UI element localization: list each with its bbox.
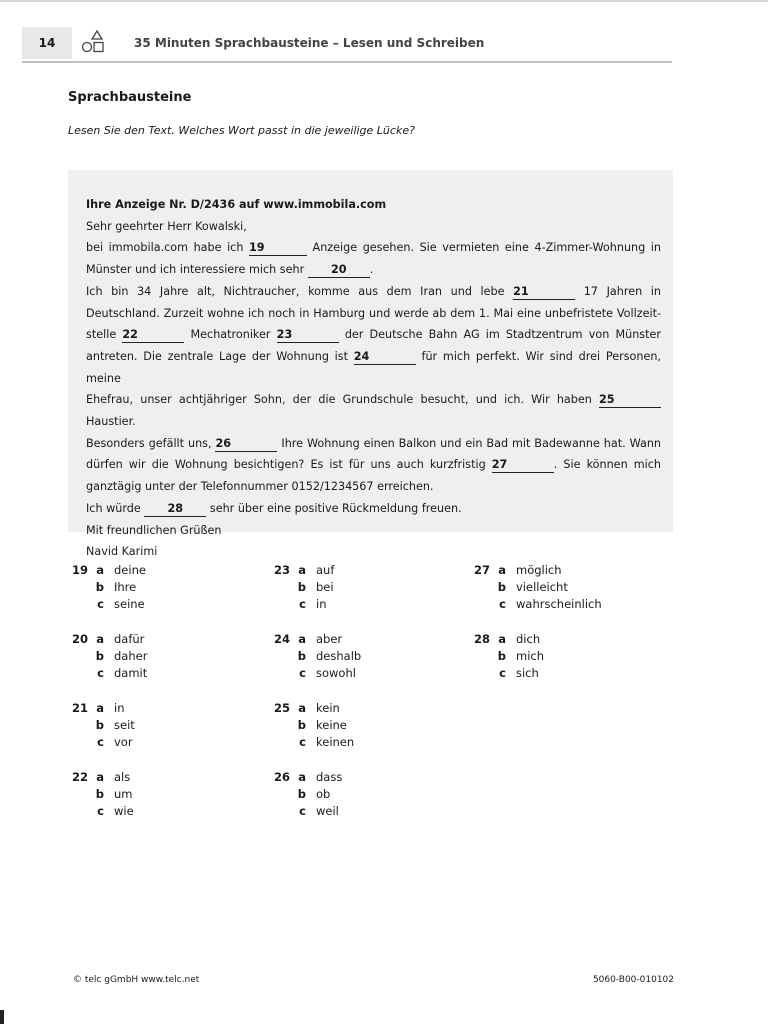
option-text: seit — [114, 718, 135, 732]
shapes-icon — [80, 29, 106, 55]
option-letter: b — [95, 787, 104, 801]
options-column-1 — [70, 562, 147, 838]
option-text: wie — [114, 804, 134, 818]
gap-23: 23 — [277, 328, 339, 343]
letter-closing: Mit freundlichen Grüßen — [86, 523, 222, 537]
gap-19: 19 — [249, 241, 307, 256]
option-text: mich — [516, 649, 545, 663]
option-letter: b — [297, 649, 306, 663]
option-text: als — [114, 770, 131, 784]
option-letter: a — [298, 632, 306, 646]
question-21 — [70, 700, 147, 751]
letter-text: Deutschland. Zurzeit wohne ich noch in Hamburg und werde ab dem 1. Mai eine unbefristete Vollzeit- — [86, 306, 661, 320]
option-letter: a — [498, 563, 506, 577]
option-text: keine — [316, 718, 347, 732]
option-letter: b — [95, 580, 104, 594]
option-letter: b — [497, 580, 506, 594]
letter-text: Ihre Wohnung einen Balkon und ein Bad mit Badewanne hat. Wann — [281, 436, 662, 450]
question-number: 28 — [473, 632, 490, 646]
options-column-3 — [472, 562, 602, 700]
option-letter: a — [96, 632, 104, 646]
option-text: damit — [114, 666, 148, 680]
option-text: deine — [114, 563, 146, 577]
option-letter: c — [97, 804, 104, 818]
option-letter: a — [498, 632, 506, 646]
option-letter: c — [97, 735, 104, 749]
header-divider — [22, 61, 672, 63]
question-28 — [472, 631, 602, 682]
option-letter: c — [299, 666, 306, 680]
page-header — [22, 27, 672, 61]
option-letter: a — [96, 563, 104, 577]
scan-top-edge — [0, 0, 768, 2]
letter-line — [86, 389, 661, 432]
letter-text: Anzeige gesehen. Sie vermieten eine 4-Zimmer-Wohnung in — [312, 241, 661, 255]
option-text: seine — [114, 597, 145, 611]
options-column-2 — [272, 562, 361, 838]
question-number: 23 — [273, 563, 290, 577]
option-text: dass — [316, 770, 343, 784]
letter-text: ganztägig unter der Telefonnummer 0152/1234567 erreichen. — [86, 480, 434, 494]
letter-signature: Navid Karimi — [86, 545, 158, 559]
letter-text: bei immobila.com habe ich — [86, 241, 244, 255]
letter-text: Ich würde — [86, 501, 141, 515]
question-number: 21 — [71, 701, 88, 715]
question-24 — [272, 631, 361, 682]
option-letter: b — [95, 718, 104, 732]
letter-text: antreten. Die zentrale Lage der Wohnung ist — [86, 349, 348, 363]
question-number: 27 — [473, 563, 490, 577]
question-19 — [70, 562, 147, 613]
question-number: 26 — [273, 770, 290, 784]
letter-line — [86, 476, 661, 498]
option-letter: b — [497, 649, 506, 663]
letter-text: für mich perfekt. Wir sind drei Personen, meine — [86, 349, 661, 385]
question-number: 22 — [71, 770, 88, 784]
option-text: weil — [316, 804, 339, 818]
option-text: dafür — [114, 632, 145, 646]
letter-text-box — [68, 170, 673, 559]
letter-line — [86, 433, 661, 455]
option-letter: c — [97, 597, 104, 611]
option-text: kein — [316, 701, 340, 715]
letter-line — [86, 498, 661, 520]
letter-text: Ich bin 34 Jahre alt, Nichtraucher, komme aus dem Iran und lebe — [86, 284, 505, 298]
footer-copyright: © telc gGmbH www.telc.net — [73, 975, 200, 985]
question-number: 19 — [71, 563, 88, 577]
option-letter: c — [299, 804, 306, 818]
option-text: wahrscheinlich — [516, 597, 602, 611]
option-text: daher — [114, 649, 148, 663]
option-letter: c — [299, 735, 306, 749]
option-text: aber — [316, 632, 343, 646]
letter-text: der Deutsche Bahn AG im Stadtzentrum von Münster — [344, 328, 661, 342]
option-text: Ihre — [114, 580, 137, 594]
option-text: vor — [114, 735, 133, 749]
instruction: Lesen Sie den Text. Welches Wort passt in die jeweilige Lücke? — [68, 124, 415, 137]
question-27 — [472, 562, 602, 613]
letter-text: . Sie können mich — [553, 458, 661, 472]
option-text: möglich — [516, 563, 562, 577]
letter-line — [86, 303, 661, 325]
option-text: ob — [316, 787, 331, 801]
question-26 — [272, 769, 361, 820]
letter-text: stelle — [86, 328, 117, 342]
option-text: in — [316, 597, 327, 611]
option-text: auf — [316, 563, 335, 577]
question-number: 20 — [71, 632, 88, 646]
page-number: 14 — [22, 27, 72, 59]
option-letter: b — [297, 580, 306, 594]
footer-code: 5060-B00-010102 — [592, 975, 674, 985]
option-text: dich — [516, 632, 541, 646]
gap-22: 22 — [122, 328, 184, 343]
option-letter: a — [298, 563, 306, 577]
gap-24: 24 — [354, 350, 416, 365]
letter-text: Besonders gefällt uns, — [86, 436, 212, 450]
letter-line — [86, 237, 661, 259]
option-text: keinen — [316, 735, 355, 749]
gap-21: 21 — [513, 285, 575, 300]
gap-26: 26 — [215, 437, 277, 452]
gap-27: 27 — [492, 458, 554, 473]
option-letter: c — [97, 666, 104, 680]
letter-line — [86, 281, 661, 303]
option-text: deshalb — [316, 649, 362, 663]
letter-line — [86, 324, 661, 346]
option-letter: c — [499, 597, 506, 611]
gap-20: 20 — [308, 263, 370, 278]
letter-text: dürfen wir die Wohnung besichtigen? Es ist für uns auch kurzfristig — [86, 458, 486, 472]
option-text: vielleicht — [516, 580, 568, 594]
option-letter: a — [96, 701, 104, 715]
option-text: bei — [316, 580, 334, 594]
letter-salutation: Sehr geehrter Herr Kowalski, — [86, 219, 247, 233]
option-text: um — [114, 787, 133, 801]
gap-28: 28 — [144, 502, 206, 517]
option-letter: b — [297, 787, 306, 801]
option-letter: b — [297, 718, 306, 732]
option-letter: c — [299, 597, 306, 611]
letter-line — [86, 454, 661, 476]
option-letter: b — [95, 649, 104, 663]
letter-line — [86, 346, 661, 389]
option-text: sich — [516, 666, 539, 680]
option-letter: c — [499, 666, 506, 680]
letter-text: 17 Jahren in — [583, 284, 661, 298]
gap-25: 25 — [599, 393, 661, 408]
letter-text: Haustier. — [86, 415, 136, 429]
letter-text: Mechatroniker — [190, 328, 271, 342]
question-22 — [70, 769, 147, 820]
question-23 — [272, 562, 361, 613]
letter-text: Münster und ich interessiere mich sehr — [86, 263, 305, 277]
question-number: 24 — [273, 632, 290, 646]
letter-line — [86, 259, 661, 281]
scan-left-edge — [0, 1010, 4, 1024]
question-number: 25 — [273, 701, 290, 715]
letter-subject: Ihre Anzeige Nr. D/2436 auf www.immobila.com — [86, 198, 387, 211]
section-title: Sprachbausteine — [68, 90, 192, 105]
option-letter: a — [96, 770, 104, 784]
option-letter: a — [298, 770, 306, 784]
letter-text: . — [369, 263, 374, 277]
option-text: in — [114, 701, 125, 715]
question-20 — [70, 631, 147, 682]
letter-text: Ehefrau, unser achtjähriger Sohn, der die Grundschule besucht, und ich. Wir haben — [86, 393, 592, 407]
header-title: 35 Minuten Sprachbausteine – Lesen und Schreiben — [134, 36, 485, 50]
option-text: sowohl — [316, 666, 356, 680]
question-25 — [272, 700, 361, 751]
option-letter: a — [298, 701, 306, 715]
letter-text: sehr über eine positive Rückmeldung freuen. — [209, 501, 462, 515]
